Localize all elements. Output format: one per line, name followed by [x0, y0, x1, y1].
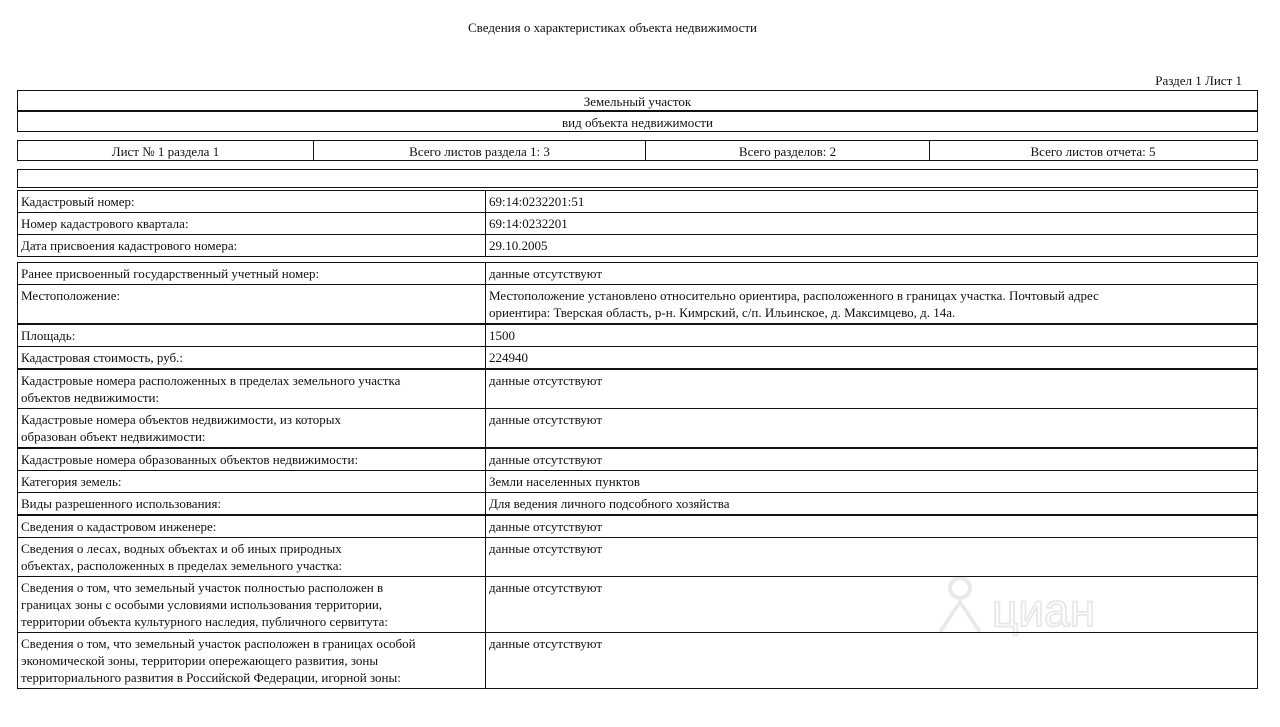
table-row	[18, 369, 1258, 409]
table-row	[18, 235, 1258, 257]
row-value: Местоположение установлено относительно ориентира, расположенного в границах участка. Почтовый адрес ориентира: Тверская область, р-н. Кимрский, с/п. Ильинское, д. Максимцево, д. 14а.	[486, 285, 1258, 325]
row-value: данные отсутствуют	[486, 369, 1258, 409]
table-row	[18, 448, 1258, 471]
table-row	[18, 493, 1258, 516]
object-kind-caption: вид объекта недвижимости	[17, 111, 1258, 132]
section-sheets-total: Всего листов раздела 1: 3	[314, 141, 646, 160]
main-info-table	[17, 190, 1258, 257]
table-row	[18, 213, 1258, 235]
row-value: 69:14:0232201:51	[486, 191, 1258, 213]
row-value: Земли населенных пунктов	[486, 471, 1258, 493]
row-value: данные отсутствуют	[486, 515, 1258, 538]
row-value: 69:14:0232201	[486, 213, 1258, 235]
row-label: Сведения о том, что земельный участок расположен в границах особой экономической зоны, территории опережающего развития, зоны территориального развития в Российской Федерации, игорной зоны:	[18, 633, 486, 689]
table-row	[18, 324, 1258, 347]
row-label: Местоположение:	[18, 285, 486, 325]
row-label: Сведения о том, что земельный участок полностью расположен в границах зоны с особыми условиями использования территории, территории объекта культурного наследия, публичного сервитута:	[18, 577, 486, 633]
table-row	[18, 515, 1258, 538]
row-label: Дата присвоения кадастрового номера:	[18, 235, 486, 257]
table-row	[18, 409, 1258, 449]
row-value: данные отсутствуют	[486, 633, 1258, 689]
row-label: Ранее присвоенный государственный учетный номер:	[18, 263, 486, 285]
table-row	[18, 633, 1258, 689]
table-row	[18, 191, 1258, 213]
table-row	[18, 285, 1258, 325]
row-label: Кадастровые номера образованных объектов недвижимости:	[18, 448, 486, 471]
row-label: Кадастровый номер:	[18, 191, 486, 213]
report-sheets-total: Всего листов отчета: 5	[1030, 144, 1156, 159]
sheet-number: Лист № 1 раздела 1	[18, 141, 314, 160]
section-sheet-label: Раздел 1 Лист 1	[1155, 73, 1242, 88]
row-value: 1500	[486, 324, 1258, 347]
row-label: Номер кадастрового квартала:	[18, 213, 486, 235]
blank-row	[17, 169, 1258, 188]
row-label: Сведения о кадастровом инженере:	[18, 515, 486, 538]
row-label: Категория земель:	[18, 471, 486, 493]
watermark-text: циан	[992, 584, 1096, 636]
row-label: Сведения о лесах, водных объектах и об иных природных объектах, расположенных в пределах земельного участка:	[18, 538, 486, 577]
table-row	[18, 471, 1258, 493]
row-value: данные отсутствуют	[486, 538, 1258, 577]
object-type: Земельный участок	[17, 90, 1258, 111]
document-title: Сведения о характеристиках объекта недвижимости	[467, 20, 758, 35]
row-value: 224940	[486, 347, 1258, 370]
sheets-info-row	[17, 140, 1258, 161]
row-label: Кадастровые номера объектов недвижимости, из которых образован объект недвижимости:	[18, 409, 486, 449]
row-value: данные отсутствуют	[486, 448, 1258, 471]
table-row	[18, 263, 1258, 285]
row-value: данные отсутствуют	[486, 577, 1258, 633]
row-value: 29.10.2005	[486, 235, 1258, 257]
row-label: Виды разрешенного использования:	[18, 493, 486, 516]
row-label: Кадастровые номера расположенных в пределах земельного участка объектов недвижимости:	[18, 369, 486, 409]
table-row	[18, 347, 1258, 370]
row-value: Для ведения личного подсобного хозяйства	[486, 493, 1258, 516]
row-label: Площадь:	[18, 324, 486, 347]
row-label: Кадастровая стоимость, руб.:	[18, 347, 486, 370]
sections-total: Всего разделов: 2	[646, 141, 930, 160]
cian-logo-icon	[930, 570, 1140, 640]
row-value: данные отсутствуют	[486, 263, 1258, 285]
row-value: данные отсутствуют	[486, 409, 1258, 449]
